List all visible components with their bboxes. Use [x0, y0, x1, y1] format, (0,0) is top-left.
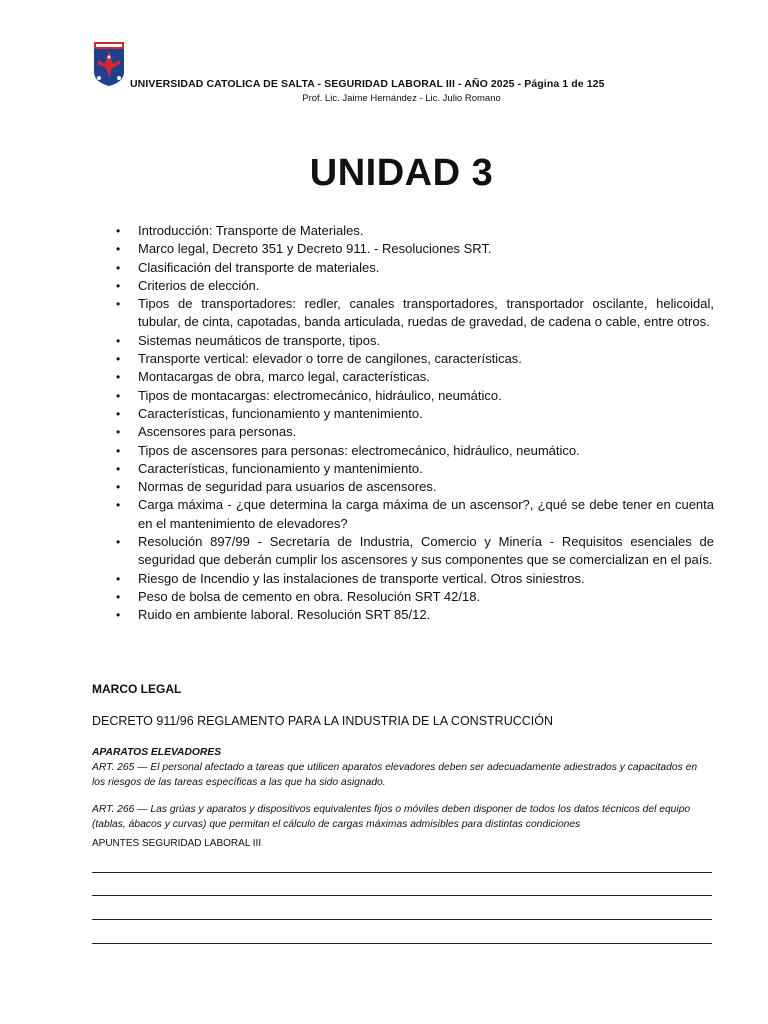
- section-heading: MARCO LEGAL: [92, 682, 182, 696]
- topic-item: [112, 350, 714, 368]
- bullet-icon: •: [116, 498, 121, 513]
- bullet-icon: •: [116, 480, 121, 495]
- articles-block: [92, 745, 712, 832]
- bullet-icon: •: [116, 388, 121, 403]
- topic-text: Carga máxima - ¿que determina la carga máxima de un ascensor?, ¿qué se debe tener en cuenta en el mantenimiento de elevadores?: [138, 497, 714, 531]
- topic-text: Sistemas neumáticos de transporte, tipos.: [138, 332, 381, 348]
- topic-item: [112, 332, 714, 350]
- topic-text: Transporte vertical: elevador o torre de cangilones, características.: [138, 351, 522, 367]
- bullet-icon: •: [116, 224, 121, 238]
- bullet-icon: •: [116, 589, 121, 604]
- bullet-icon: •: [116, 242, 121, 257]
- topic-text: Clasificación del transporte de materiales.: [138, 259, 380, 275]
- topic-item: [112, 533, 714, 570]
- bullet-icon: •: [116, 535, 121, 550]
- topic-item: [112, 405, 714, 423]
- bullet-icon: •: [116, 608, 121, 623]
- topic-text: Criterios de elección.: [138, 277, 260, 293]
- topic-item: [112, 588, 714, 606]
- topic-item: [112, 387, 714, 405]
- university-crest-icon: [94, 42, 124, 86]
- decree-title: DECRETO 911/96 REGLAMENTO PARA LA INDUSTRIA DE LA CONSTRUCCIÓN: [92, 714, 554, 728]
- topic-item: [112, 606, 714, 624]
- topic-text: Tipos de ascensores para personas: electromecánico, hidráulico, neumático.: [138, 442, 580, 458]
- blank-line: [92, 919, 712, 920]
- topic-text: Marco legal, Decreto 351 y Decreto 911. - Resoluciones SRT.: [138, 241, 492, 257]
- topic-text: Características, funcionamiento y mantenimiento.: [138, 460, 423, 476]
- topic-text: Montacargas de obra, marco legal, características.: [138, 369, 430, 385]
- page-title: UNIDAD 3: [309, 152, 494, 194]
- topic-item: [112, 460, 714, 478]
- topic-item: [112, 570, 714, 588]
- bullet-icon: •: [116, 333, 121, 348]
- bullet-icon: •: [116, 461, 121, 476]
- article-265: ART. 265 — El personal afectado a tareas que utilicen aparatos elevadores deben ser adecuadamente adiestrados y capacitados en los riesgos de las tareas específicas a las que ha sido asignado.: [92, 762, 698, 788]
- bullet-icon: •: [116, 260, 121, 275]
- bullet-icon: •: [116, 406, 121, 421]
- blank-line: [92, 943, 712, 944]
- bullet-icon: •: [116, 425, 121, 440]
- topic-item: [112, 442, 714, 460]
- articles-heading: APARATOS ELEVADORES: [92, 747, 222, 758]
- topic-text: Riesgo de Incendio y las instalaciones de transporte vertical. Otros siniestros.: [138, 570, 585, 586]
- blank-line: [92, 872, 712, 873]
- topics-list: [112, 222, 714, 625]
- topic-text: Peso de bolsa de cemento en obra. Resolución SRT 42/18.: [138, 588, 481, 604]
- bullet-icon: •: [116, 370, 121, 385]
- topic-item: [112, 259, 714, 277]
- topic-item: [112, 496, 714, 533]
- topic-text: Ascensores para personas.: [138, 424, 297, 440]
- topic-item: [112, 368, 714, 386]
- topic-text: Resolución 897/99 - Secretaría de Industria, Comercio y Minería - Requisitos esenciales de seguridad que deberán cumplir los ascensores y sus componentes que se comercializan en el país.: [138, 534, 714, 568]
- topic-text: Normas de seguridad para usuarios de ascensores.: [138, 479, 437, 495]
- topic-item: [112, 222, 714, 240]
- topic-text: Tipos de transportadores: redler, canales transportadores, transportador oscilante, helicoidal, tubular, de cinta, capotadas, banda articulada, ruedas de gravedad, de cadena o cable, entre otros.: [138, 296, 714, 330]
- header-institution-line: UNIVERSIDAD CATOLICA DE SALTA - SEGURIDAD LABORAL III - AÑO 2025 - Página 1 de 125: [130, 78, 605, 90]
- topic-text: Tipos de montacargas: electromecánico, hidráulico, neumático.: [138, 387, 502, 403]
- topic-text: Introducción: Transporte de Materiales.: [138, 223, 364, 238]
- topic-item: [112, 295, 714, 332]
- topic-text: Características, funcionamiento y mantenimiento.: [138, 405, 423, 421]
- bullet-icon: •: [116, 278, 121, 293]
- topic-text: Ruido en ambiente laboral. Resolución SRT 85/12.: [138, 607, 431, 623]
- topic-item: [112, 423, 714, 441]
- topic-item: [112, 478, 714, 496]
- bullet-icon: •: [116, 443, 121, 458]
- bullet-icon: •: [116, 352, 121, 367]
- header-professors-line: Prof. Lic. Jaime Hernández - Lic. Julio Romano: [302, 93, 501, 104]
- bullet-icon: •: [116, 571, 121, 586]
- topic-item: [112, 277, 714, 295]
- topic-item: [112, 240, 714, 258]
- blank-line: [92, 895, 712, 896]
- article-266: ART. 266 — Las grúas y aparatos y dispositivos equivalentes fijos o móviles deben disponer de todos los datos técnicos del equipo (tablas, ábacos y curvas) que permitan el cálculo de cargas máximas admisibles para distintas condiciones: [92, 804, 691, 830]
- bullet-icon: •: [116, 297, 121, 312]
- footer-label: APUNTES SEGURIDAD LABORAL III: [92, 838, 262, 849]
